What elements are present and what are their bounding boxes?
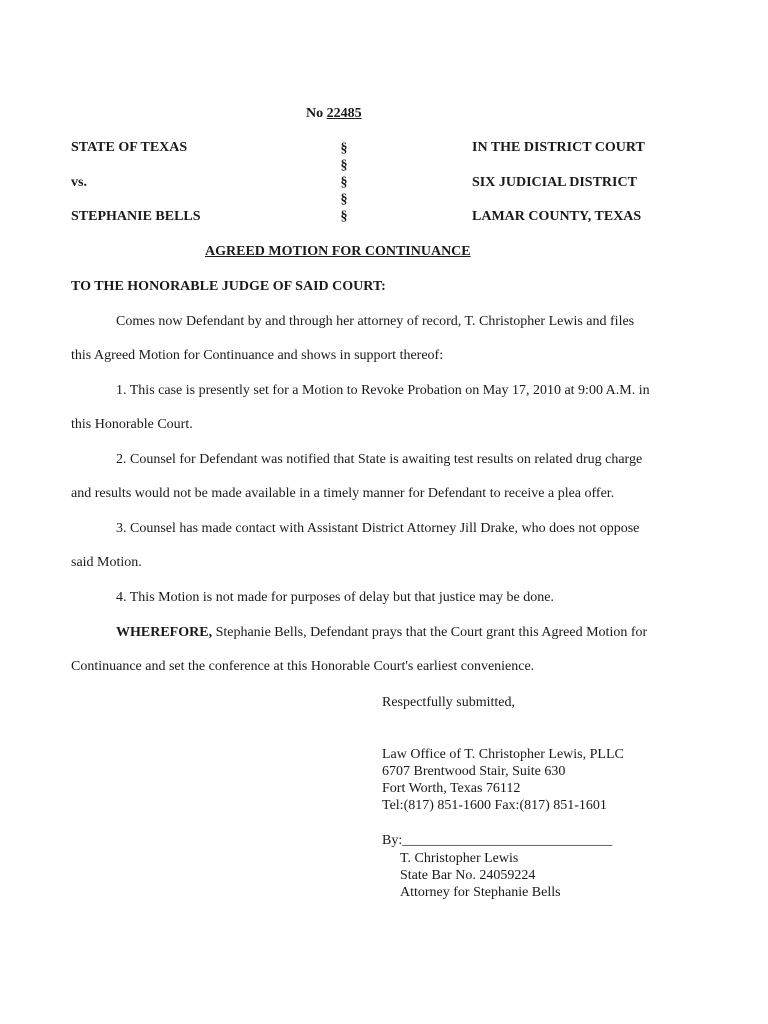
section-mark: § — [340, 158, 348, 173]
paragraph-1-line-2: this Honorable Court. — [71, 417, 193, 432]
caption-party-defendant: STEPHANIE BELLS — [71, 209, 201, 224]
paragraph-1-line-1: 1. This case is presently set for a Motion to Revoke Probation on May 17, 2010 at 9:00 A.M. in — [116, 383, 650, 398]
wherefore-keyword: WHEREFORE, — [116, 625, 213, 640]
firm-address-line-1: 6707 Brentwood Stair, Suite 630 — [382, 764, 566, 779]
paragraph-4-line-1: 4. This Motion is not made for purposes of delay but that justice may be done. — [116, 590, 554, 605]
caption-county: LAMAR COUNTY, TEXAS — [472, 209, 642, 224]
firm-name: Law Office of T. Christopher Lewis, PLLC — [382, 747, 624, 762]
case-number-prefix: No — [306, 106, 324, 121]
salutation: TO THE HONORABLE JUDGE OF SAID COURT: — [71, 279, 386, 294]
paragraph-2-line-2: and results would not be made available in a timely manner for Defendant to receive a plea offer. — [71, 486, 615, 501]
caption-district: SIX JUDICIAL DISTRICT — [472, 175, 637, 190]
firm-phone-fax: Tel:(817) 851-1600 Fax:(817) 851-1601 — [382, 798, 607, 813]
section-marks — [338, 140, 350, 225]
attorney-bar-number: State Bar No. 24059224 — [400, 868, 536, 883]
section-mark: § — [340, 209, 348, 224]
caption-versus: vs. — [71, 175, 87, 190]
caption-court: IN THE DISTRICT COURT — [472, 140, 645, 155]
firm-address-line-2: Fort Worth, Texas 76112 — [382, 781, 521, 796]
wherefore-text: Stephanie Bells, Defendant prays that the Court grant this Agreed Motion for — [212, 625, 648, 640]
attorney-role: Attorney for Stephanie Bells — [400, 885, 561, 900]
intro-line-1: Comes now Defendant by and through her attorney of record, T. Christopher Lewis and files — [116, 314, 635, 329]
caption-party-state: STATE OF TEXAS — [71, 140, 188, 155]
paragraph-3-line-2: said Motion. — [71, 555, 142, 570]
wherefore-line-1 — [116, 625, 647, 641]
section-mark: § — [340, 141, 348, 156]
closing: Respectfully submitted, — [382, 695, 515, 710]
signature-line: By:______________________________ — [382, 833, 613, 848]
paragraph-2-line-1: 2. Counsel for Defendant was notified that State is awaiting test results on related drug charge — [116, 452, 643, 467]
document-title: AGREED MOTION FOR CONTINUANCE — [205, 244, 471, 259]
section-mark: § — [340, 175, 348, 190]
section-mark: § — [340, 192, 348, 207]
paragraph-3-line-1: 3. Counsel has made contact with Assistant District Attorney Jill Drake, who does not oppose — [116, 521, 640, 536]
case-number — [306, 106, 362, 122]
intro-line-2: this Agreed Motion for Continuance and shows in support thereof: — [71, 348, 444, 363]
wherefore-line-2: Continuance and set the conference at this Honorable Court's earliest convenience. — [71, 659, 535, 674]
case-number-value: 22485 — [326, 106, 362, 121]
attorney-name: T. Christopher Lewis — [400, 851, 519, 866]
